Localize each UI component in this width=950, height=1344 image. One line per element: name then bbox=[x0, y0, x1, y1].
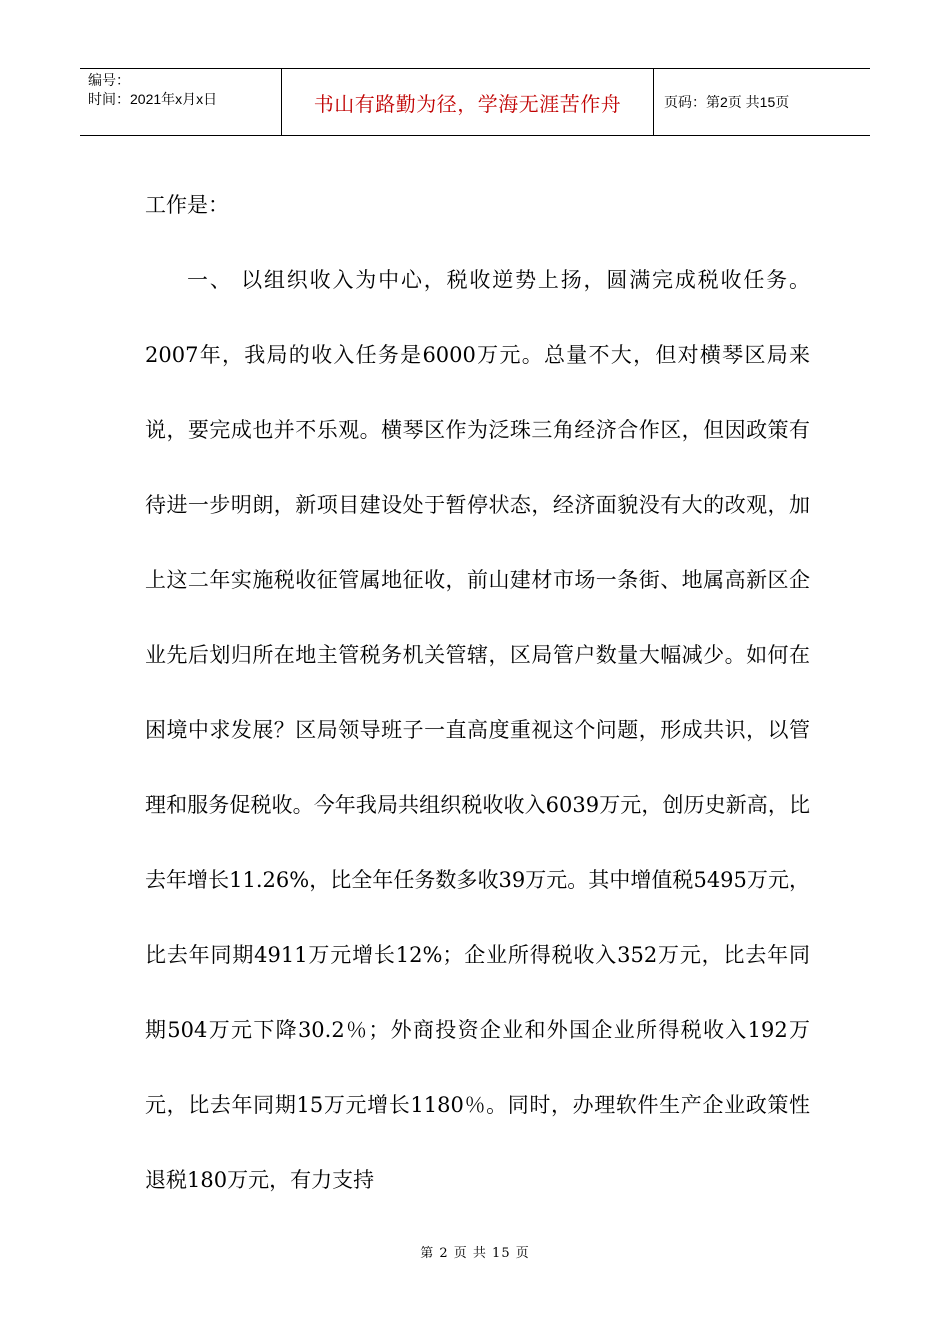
document-number-label: 编号： bbox=[88, 72, 130, 88]
header-meta bbox=[80, 69, 281, 135]
page-header bbox=[80, 68, 870, 136]
header-page-number: 页码：第2页 共15页 bbox=[664, 94, 790, 110]
document-body bbox=[145, 168, 810, 1218]
body-paragraph: 一、 以组织收入为中心，税收逆势上扬，圆满完成税收任务。2007年，我局的收入任务是6000万元。总量不大，但对横琴区局来说，要完成也并不乐观。横琴区作为泛珠三角经济合作区，但因政策有待进一步明朗，新项目建设处于暂停状态，经济面貌没有大的改观，加上这二年实施税收征管属地征收，前山建材市场一条街、地属高新区企业先后划归所在地主管税务机关管辖，区局管户数量大幅减少。如何在困境中求发展？区局领导班子一直高度重视这个问题，形成共识，以管理和服务促税收。今年我局共组织税收收入6039万元，创历史新高，比去年增长11.26%，比全年任务数多收39万元。其中增值税5495万元，比去年同期4911万元增长12%；企业所得税收入352万元，比去年同期504万元下降30.2％；外商投资企业和外国企业所得税收入192万元，比去年同期15万元增长1180％。同时，办理软件生产企业政策性退税180万元，有力支持 bbox=[145, 268, 810, 1192]
header-motto: 书山有路勤为径，学海无涯苦作舟 bbox=[281, 69, 654, 135]
page-footer: 第 2 页 共 15 页 bbox=[420, 1246, 530, 1261]
document-date: 时间：2021年x月x日 bbox=[88, 91, 218, 107]
body-line-heading: 工作是： bbox=[145, 193, 229, 217]
